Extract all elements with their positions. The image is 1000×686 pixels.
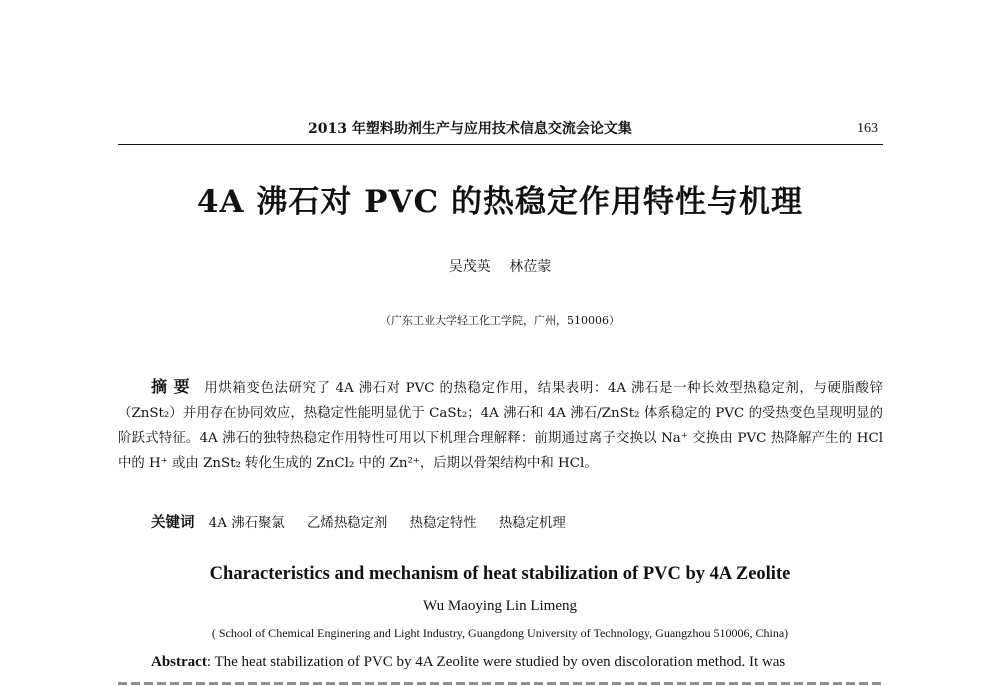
keyword-item: 热稳定机理 [498,516,566,531]
clipped-text-line [118,676,883,686]
keyword-item: 乙烯热稳定剂 [307,516,388,531]
keywords-cn-label: 关键词 [151,514,195,531]
abstract-cn-label: 摘要 [151,377,197,396]
authors-en: Wu Maoying Lin Limeng [423,598,577,614]
running-title: 2013 年塑料助剂生产与应用技术信息交流会论文集 [308,121,632,137]
header-rule [118,144,883,145]
affiliation-en: ( School of Chemical Enginering and Light Industry, Guangdong University of Technology, Guangzhou 510006, China) [211,626,789,640]
page-number: 163 [857,121,878,136]
authors-cn: 吴茂英 林莅蒙 [448,259,552,275]
keyword-item: 4A 沸石聚氯 [208,516,285,531]
abstract-en-label: Abstract [151,654,207,670]
abstract-en-text: The heat stabilization of PVC by 4A Zeolite were studied by oven discoloration method. It was [214,654,786,670]
abstract-cn [118,374,883,476]
abstract-en-colon: : [206,654,215,670]
affiliation-cn: （广东工业大学轻工化工学院，广州，510006） [380,314,620,327]
paper-title-cn: 4A 沸石对 PVC 的热稳定作用特性与机理 [196,184,804,220]
abstract-cn-text: 用烘箱变色法研究了 4A 沸石对 PVC 的热稳定作用，结果表明：4A 沸石是一种长效型热稳定剂，与硬脂酸锌（ZnSt₂）并用存在协同效应，热稳定性能明显优于 CaSt₂；4A 沸石和 4A 沸石/ZnSt₂ 体系稳定的 PVC 的受热变色呈现明显的阶跃式特征。4A 沸石的独特热稳定作用特性可用以下机理合理解释：前期通过离子交换以 Na⁺ 交换由 PVC 热降解产生的 HCl 中的 H⁺ 或由 ZnSt₂ 转化生成的 ZnCl₂ 中的 Zn²⁺，后期以骨架结构中和 HCl。 [118,381,883,471]
running-header [118,119,883,139]
keywords-cn [151,511,881,536]
paper-title-en: Characteristics and mechanism of heat stabilization of PVC by 4A Zeolite [209,564,791,584]
keyword-item: 热稳定特性 [409,516,477,531]
abstract-en [118,650,883,674]
